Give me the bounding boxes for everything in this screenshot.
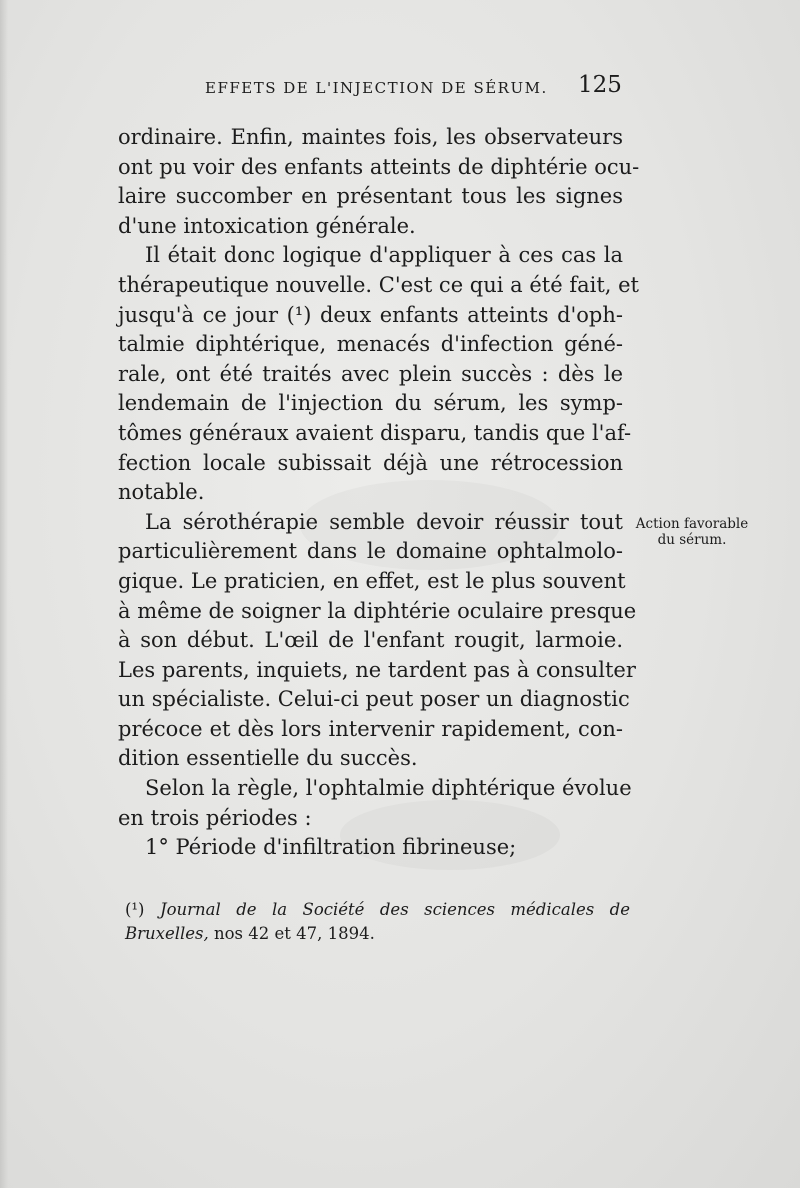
text-line: à même de soigner la diphtérie oculaire presque [118, 598, 637, 623]
margin-note [627, 516, 757, 548]
text-line: 1° Période d'infiltration fibrineuse; [145, 835, 517, 860]
text-line: dition essentielle du succès. [118, 746, 418, 771]
text-line: ordinaire. Enfin, maintes fois, les observateurs [118, 125, 623, 149]
footnote [125, 898, 630, 946]
text-line: en trois périodes : [118, 805, 312, 830]
text-line: gique. Le praticien, en effet, est le plus souvent [118, 568, 626, 593]
text-line: tômes généraux avaient disparu, tandis que l'af- [118, 420, 632, 445]
text-line: précoce et dès lors intervenir rapidement, con- [118, 716, 623, 741]
page-number: 125 [578, 72, 622, 98]
page-edge-shadow [0, 0, 8, 1188]
text-line: talmie diphtérique, menacés d'infection géné- [118, 332, 623, 357]
text-line: thérapeutique nouvelle. C'est ce qui a été fait, et [118, 272, 639, 297]
text-line: d'une intoxication générale. [118, 213, 416, 238]
text-line: laire succomber en présentant tous les signes [118, 184, 623, 209]
text-line: Les parents, inquiets, ne tardent pas à consulter [118, 657, 636, 682]
text-line: Selon la règle, l'ophtalmie diphtérique évolue [145, 776, 632, 801]
footnote-text: Journal de la Société des sciences médicales de [159, 900, 631, 919]
text-line: un spécialiste. Celui-ci peut poser un diagnostic [118, 687, 630, 712]
text-line: fection locale subissait déjà une rétrocession [118, 450, 623, 475]
body-text [118, 123, 640, 863]
text-line: notable. [118, 480, 205, 505]
text-line: rale, ont été traités avec plein succès : dès le [118, 361, 623, 386]
footnote-line [125, 898, 630, 922]
text-line: lendemain de l'injection du sérum, les symp- [118, 391, 623, 416]
text-line: particulièrement dans le domaine ophtalmolo- [118, 539, 623, 564]
footnote-city: Bruxelles, [125, 924, 209, 943]
footnote-marker: (¹) [125, 900, 145, 919]
footnote-reference: nos 42 et 47, 1894. [208, 924, 375, 943]
text-line: Il était donc logique d'appliquer à ces cas la [145, 243, 623, 268]
page-header [205, 72, 625, 98]
margin-note-line: Action favorable [635, 516, 749, 532]
running-head: EFFETS DE L'INJECTION DE SÉRUM. [205, 79, 548, 97]
text-line: ont pu voir des enfants atteints de diphtérie ocu- [118, 154, 640, 179]
text-line: La sérothérapie semble devoir réussir tout [145, 509, 623, 534]
text-line: jusqu'à ce jour (¹) deux enfants atteints d'oph- [118, 302, 623, 327]
text-line: à son début. L'œil de l'enfant rougit, larmoie. [118, 628, 623, 653]
footnote-line [125, 922, 630, 946]
margin-note-line: du sérum. [657, 532, 727, 548]
